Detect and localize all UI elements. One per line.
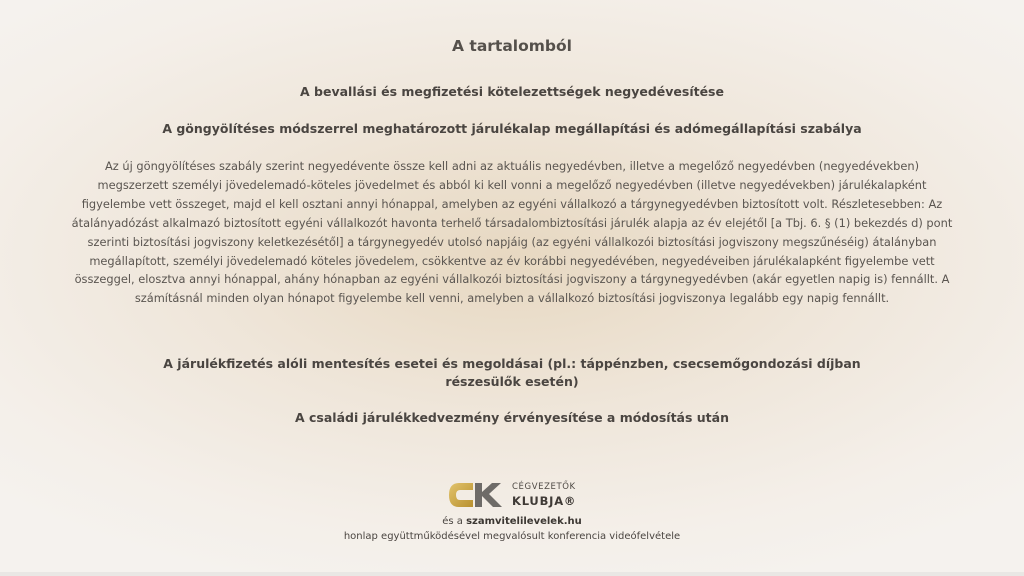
logo-text-bottom: KLUBJA® bbox=[512, 494, 577, 508]
footer-prefix: és a bbox=[442, 516, 467, 527]
bottom-bar bbox=[0, 572, 1024, 576]
logo-c-shape bbox=[449, 483, 473, 507]
section-heading-exemption: A járulékfizetés alóli mentesítés esetei és megoldásai (pl.: táppénzben, csecsemőgondozási díjban részesülők esetén) bbox=[163, 356, 861, 389]
footer-line-1 bbox=[0, 516, 1024, 527]
page-title: A tartalomból bbox=[452, 37, 572, 55]
logo-text-top: CÉGVEZETŐK bbox=[512, 482, 576, 492]
footer-site-link[interactable]: szamvitelilevelek.hu bbox=[466, 516, 582, 527]
section-heading-cumulative: A göngyölítéses módszerrel meghatározott járulékalap megállapítási és adómegállapítási szabálya bbox=[162, 121, 862, 136]
footer-line-2: honlap együttműködésével megvalósult konferencia videófelvétele bbox=[343, 531, 681, 542]
logo-k-shape bbox=[475, 483, 502, 507]
section-body-text: Az új göngyölítéses szabály szerint negyedévente össze kell adni az aktuális negyedévben, illetve a megelőző negyedévben (negyedévekben) megszerzett személyi jövedelemadó-köteles jövedelmet és abból ki kell vonni a megelőző negyedévben (illetve negyedévekben) járulékalapként figyelembe vett összeget, majd el kell osztani annyi hónappal, amelyben az egyéni vállalkozó a tárgynegyedévben biztosított volt. Részletesebben: Az átalányadózást alkalmazó biztosított egyéni vállalkozót havonta terhelő társadalombiztosítási járulék alapja az év elejétől [a Tbj. 6. § (1) bekezdés d) pont szerinti biztosítási jogviszony keletkezésétől] a tárgynegyedév utolsó napjáig (az egyéni vállalkozói biztosítási jogviszony megszűnéséig) átalányban megállapított, személyi jövedelemadó köteles jövedelem, csökkentve az év korábbi negyedévében, negyedéveiben járulékalapként figyelembe vett összeggel, elosztva annyi hónappal, ahány hónapban az egyéni vállalkozói biztosítási jogviszony a tárgynegyedévben (akár egyetlen napig is) fennállt. A számításnál minden olyan hónapot figyelembe kell venni, amelyben a vállalkozó biztosítási jogviszonya legalább egy napig fennállt. bbox=[71, 159, 953, 306]
section-heading-family-discount: A családi járulékkedvezmény érvényesítése a módosítás után bbox=[295, 410, 729, 425]
section-heading-quarterly: A bevallási és megfizetési kötelezettségek negyedévesítése bbox=[300, 84, 724, 99]
